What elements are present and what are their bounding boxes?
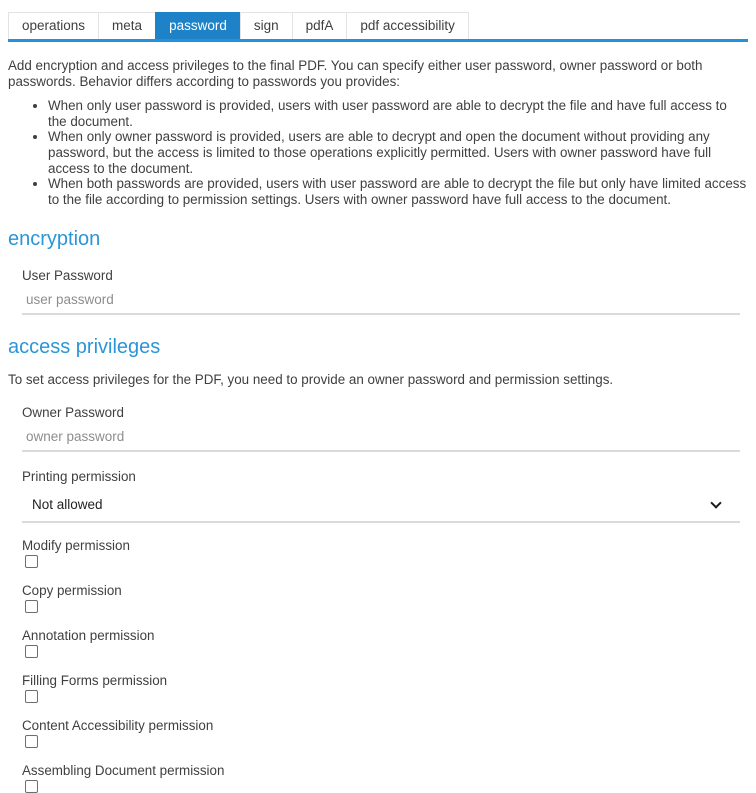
printing-permission-label: Printing permission xyxy=(22,468,136,484)
annotation-permission-checkbox[interactable] xyxy=(25,645,38,658)
modify-permission-label: Modify permission xyxy=(22,537,130,553)
user-password-input[interactable] xyxy=(22,285,740,315)
printing-permission-group xyxy=(22,469,732,523)
copy-permission-group xyxy=(22,583,732,613)
list-item: • When both passwords are provided, users with user password are able to decrypt the file but only have limited access to the file according to permission settings. Users with owner password have full access to the document. xyxy=(48,176,748,207)
tab-password[interactable]: password xyxy=(155,12,241,39)
access-privileges-heading: access privileges xyxy=(8,336,161,359)
annotation-permission-group xyxy=(22,628,732,658)
password-behavior-list xyxy=(8,98,748,207)
modify-permission-checkbox[interactable] xyxy=(25,555,38,568)
filling-forms-permission-group xyxy=(22,673,732,703)
tab-operations[interactable]: operations xyxy=(8,12,99,39)
encryption-heading: encryption xyxy=(8,228,101,251)
password-tab-panel xyxy=(0,58,756,793)
user-password-label: User Password xyxy=(22,268,113,284)
filling-forms-permission-checkbox[interactable] xyxy=(25,690,38,703)
copy-permission-label: Copy permission xyxy=(22,582,122,598)
assembling-document-permission-label: Assembling Document permission xyxy=(22,762,225,778)
printing-permission-select[interactable] xyxy=(22,488,740,523)
annotation-permission-label: Annotation permission xyxy=(22,627,155,643)
tab-sign[interactable]: sign xyxy=(240,12,293,39)
owner-password-label: Owner Password xyxy=(22,404,124,420)
tab-bar xyxy=(8,12,748,42)
access-privileges-description: To set access privileges for the PDF, you need to provide an owner password and permission settings. xyxy=(8,372,614,388)
assembling-document-permission-group xyxy=(22,763,732,793)
intro-text: Add encryption and access privileges to the final PDF. You can specify either user password, owner password or both passwords. Behavior differs according to passwords you provides: xyxy=(8,58,703,89)
user-password-group xyxy=(22,268,732,315)
content-accessibility-permission-checkbox[interactable] xyxy=(25,735,38,748)
tab-pdfa[interactable]: pdfA xyxy=(292,12,348,39)
tab-meta[interactable]: meta xyxy=(98,12,156,39)
content-accessibility-permission-label: Content Accessibility permission xyxy=(22,717,214,733)
modify-permission-group xyxy=(22,538,732,568)
assembling-document-permission-checkbox[interactable] xyxy=(25,780,38,793)
owner-password-input[interactable] xyxy=(22,422,740,452)
tab-pdf-accessibility[interactable]: pdf accessibility xyxy=(346,12,469,39)
copy-permission-checkbox[interactable] xyxy=(25,600,38,613)
filling-forms-permission-label: Filling Forms permission xyxy=(22,672,168,688)
printing-permission-select-wrap xyxy=(22,488,740,523)
owner-password-group xyxy=(22,405,732,452)
list-item: • When only owner password is provided, users are able to decrypt and open the document without providing any password, but the access is limited to those operations explicitly permitted. Users with owner password have full access to the document. xyxy=(48,129,748,176)
list-item: • When only user password is provided, users with user password are able to decrypt the file and have full access to the document. xyxy=(48,98,748,129)
content-accessibility-permission-group xyxy=(22,718,732,748)
